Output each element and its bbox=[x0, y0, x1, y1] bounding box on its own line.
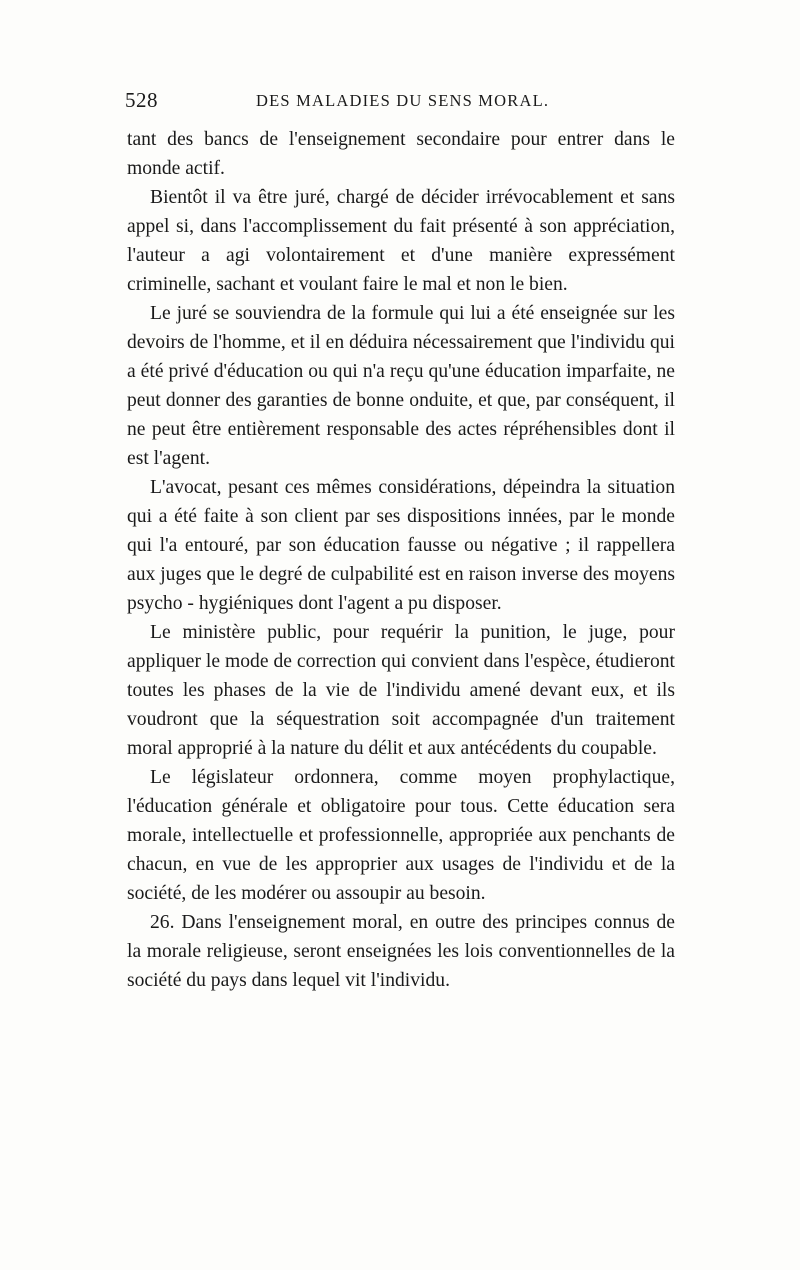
body-text bbox=[127, 125, 675, 995]
paragraph: L'avocat, pesant ces mêmes considérations, dépeindra la situation qui a été faite à son client par ses dispositions innées, par le monde qui l'a entouré, par son éducation fausse ou négative ; il rappellera aux juges que le degré de culpabilité est en raison inverse des moyens psycho - hygiéniques dont l'agent a pu disposer. bbox=[127, 477, 675, 614]
paragraph: tant des bancs de l'enseignement secondaire pour entrer dans le monde actif. bbox=[127, 129, 675, 179]
running-head: DES MALADIES DU SENS MORAL. bbox=[256, 91, 550, 110]
paragraph: Le législateur ordonnera, comme moyen prophylactique, l'éducation générale et obligatoire pour tous. Cette éducation sera morale, intellectuelle et professionnelle, appropriée aux penchants de chacun, en vue de les approprier aux usages de l'individu et de la société, de les modérer ou assoupir au besoin. bbox=[127, 767, 675, 904]
paragraph: Le ministère public, pour requérir la punition, le juge, pour appliquer le mode de correction qui convient dans l'espèce, étudieront toutes les phases de la vie de l'individu amené devant eux, et ils voudront que la séquestration soit accompagnée d'un traitement moral approprié à la nature du délit et aux antécédents du coupable. bbox=[127, 622, 675, 759]
page-header bbox=[125, 88, 675, 118]
paragraph: Le juré se souviendra de la formule qui lui a été enseignée sur les devoirs de l'homme, et il en déduira nécessairement que l'individu qui a été privé d'éducation ou qui n'a reçu qu'une éducation imparfaite, ne peut donner des garanties de bonne onduite, et que, par conséquent, il ne peut être entièrement responsable des actes répréhensibles dont il est l'agent. bbox=[127, 303, 675, 469]
paragraph: 26. Dans l'enseignement moral, en outre des principes connus de la morale religieuse, seront enseignées les lois conventionnelles de la société du pays dans lequel vit l'individu. bbox=[127, 912, 675, 991]
paragraph: Bientôt il va être juré, chargé de décider irrévocablement et sans appel si, dans l'accomplissement du fait présenté à son appréciation, l'auteur a agi volontairement et d'une manière expressément criminelle, sachant et voulant faire le mal et non le bien. bbox=[127, 187, 675, 295]
page-number: 528 bbox=[125, 88, 158, 112]
